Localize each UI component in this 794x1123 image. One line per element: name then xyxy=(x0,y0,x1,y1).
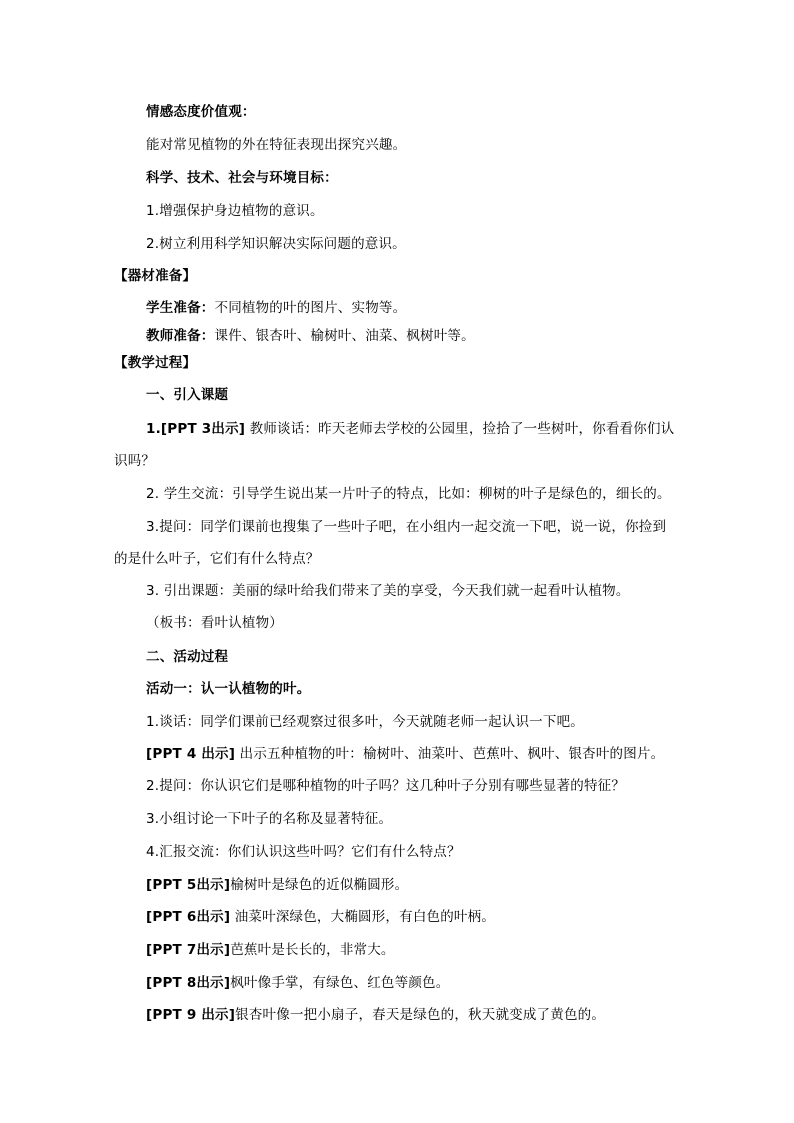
blackboard-note: （板书：看叶认植物） xyxy=(146,615,283,631)
label: 学生准备： xyxy=(146,300,215,316)
ppt-label: [PPT 4 出示] xyxy=(146,746,236,762)
text: 出示五种植物的叶：榆树叶、油菜叶、芭蕉叶、枫叶、银杏叶的图片。 xyxy=(239,746,665,762)
paragraph-continuation: 的是什么叶子，它们有什么特点？ xyxy=(114,551,320,567)
text: 银杏叶像一把小扇子，春天是绿色的，秋天就变成了黄色的。 xyxy=(235,1007,606,1023)
text: 榆树叶是绿色的近似椭圆形。 xyxy=(230,877,409,893)
ppt-label: [PPT 6出示] xyxy=(146,909,231,925)
paragraph: 3. 引出课题：美丽的绿叶给我们带来了美的享受，今天我们就一起看叶认植物。 xyxy=(146,583,630,599)
text: 课件、银杏叶、榆树叶、油菜、枫树叶等。 xyxy=(214,328,475,344)
paragraph: 1.谈话：同学们课前已经观察过很多叶，今天就随老师一起认识一下吧。 xyxy=(146,714,584,730)
paragraph xyxy=(146,908,495,926)
section-heading-materials: 【器材准备】 xyxy=(114,268,197,284)
paragraph: 3.小组讨论一下叶子的名称及显著特征。 xyxy=(146,811,393,827)
ppt-label: [PPT 7出示] xyxy=(146,942,231,958)
paragraph-continuation: 识吗？ xyxy=(114,453,156,469)
paragraph: 2. 学生交流：引导学生说出某一片叶子的特点，比如：柳树的叶子是绿色的，细长的。 xyxy=(146,486,671,502)
text: 芭蕉叶是长长的，非常大。 xyxy=(230,942,395,958)
paragraph xyxy=(146,1006,605,1024)
paragraph xyxy=(146,745,664,763)
text: 枫叶像手掌，有绿色、红色等颜色。 xyxy=(230,975,450,991)
paragraph xyxy=(146,420,674,438)
subheading-activity-process: 二、活动过程 xyxy=(146,649,229,665)
paragraph-student-prep xyxy=(146,299,406,317)
ppt-label: [PPT 5出示] xyxy=(146,877,231,893)
text: 油菜叶深绿色，大椭圆形，有白色的叶柄。 xyxy=(234,909,496,925)
list-item: 2.树立利用科学知识解决实际问题的意识。 xyxy=(146,236,406,252)
heading-sts-goals: 科学、技术、社会与环境目标： xyxy=(146,170,338,186)
paragraph xyxy=(146,941,395,959)
text: 教师谈话：昨天老师去学校的公园里，捡拾了一些树叶，你看看你们认 xyxy=(249,421,675,437)
heading-emotion-attitude: 情感态度价值观： xyxy=(146,104,256,120)
paragraph: 能对常见植物的外在特征表现出探究兴趣。 xyxy=(146,137,407,153)
paragraph-teacher-prep xyxy=(146,327,475,345)
paragraph: 3.提问：同学们课前也搜集了一些叶子吧，在小组内一起交流一下吧，说一说，你捡到 xyxy=(146,519,667,535)
text: 不同植物的叶的图片、实物等。 xyxy=(214,300,407,316)
ppt-label: [PPT 9 出示] xyxy=(146,1007,236,1023)
paragraph: 2.提问：你认识它们是哪种植物的叶子吗？这几种叶子分别有哪些显著的特征？ xyxy=(146,778,626,794)
list-item: 1.增强保护身边植物的意识。 xyxy=(146,203,324,219)
section-heading-teaching-process: 【教学过程】 xyxy=(114,355,197,371)
subheading-introduction: 一、引入课题 xyxy=(146,387,229,403)
paragraph xyxy=(146,876,408,894)
paragraph: 4.汇报交流：你们认识这些叶吗？它们有什么特点？ xyxy=(146,844,461,860)
ppt-label: [PPT 8出示] xyxy=(146,975,231,991)
ppt-label: 1.[PPT 3出示] xyxy=(146,421,246,437)
label: 教师准备： xyxy=(146,328,215,344)
paragraph xyxy=(146,974,449,992)
subheading-activity-one: 活动一：认一认植物的叶。 xyxy=(146,681,311,697)
